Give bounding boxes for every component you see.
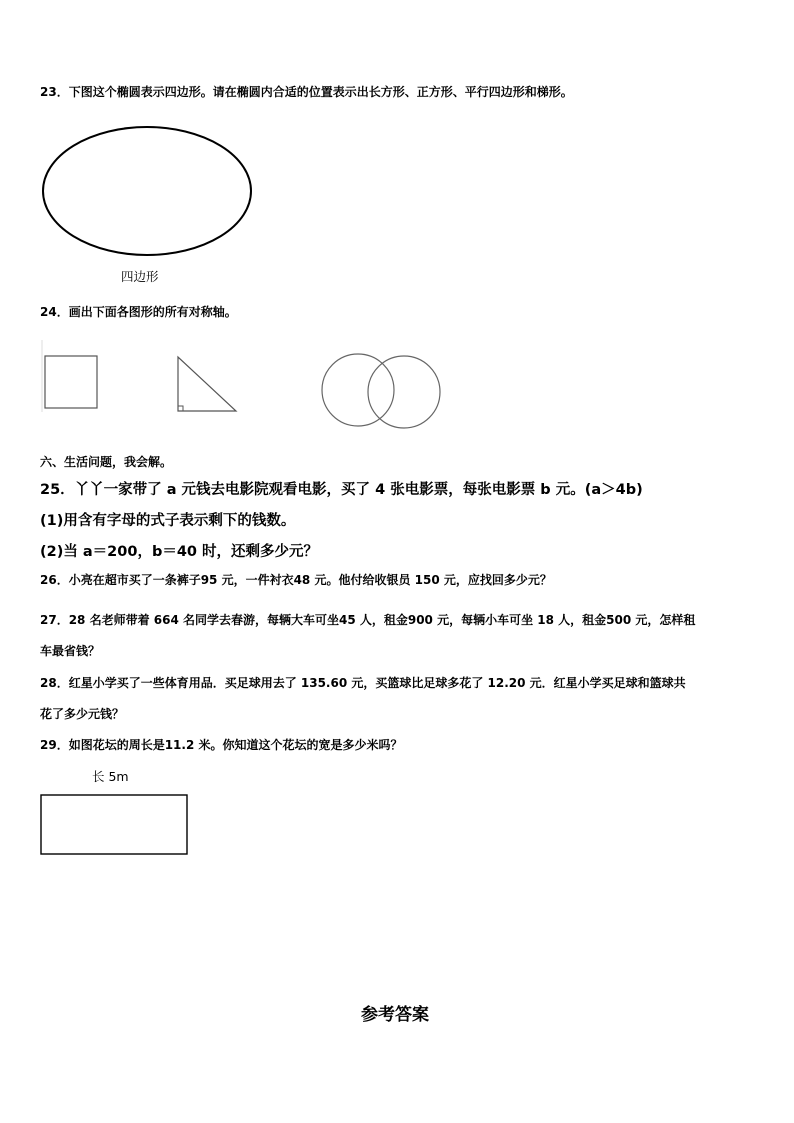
q28-line2: 花了多少元钱？ — [40, 707, 125, 721]
q23-text: 23．下图这个椭圆表示四边形。请在椭圆内合适的位置表示出长方形、正方形、平行四边形和梯形。 — [40, 85, 573, 99]
ellipse-label: 四边形 — [121, 269, 159, 284]
q26-text: 26．小亮在超市买了一条裤子95 元，一件衬衣48 元。他付给收银员 150 元，应找回多少元？ — [40, 573, 552, 587]
flowerbed-length-label: 长 5m — [92, 769, 129, 784]
q24-text: 24．画出下面各图形的所有对称轴。 — [40, 305, 237, 319]
answers-title: 参考答案 — [361, 1005, 429, 1025]
q25-line1: 25．丫丫一家带了 a 元钱去电影院观看电影，买了 4 张电影票，每张电影票 b 元。(a＞4b) — [40, 482, 643, 498]
q29-text: 29．如图花坛的周长是11.2 米。你知道这个花坛的宽是多少米吗？ — [40, 738, 403, 752]
q28-line1: 28．红星小学买了一些体育用品．买足球用去了 135.60 元，买篮球比足球多花了 12.20 元．红星小学买足球和篮球共 — [40, 676, 686, 690]
q25-sub1: (1)用含有字母的式子表示剩下的钱数。 — [40, 513, 296, 529]
q27-line2: 车最省钱？ — [40, 644, 101, 658]
section6-heading: 六、生活问题，我会解。 — [40, 455, 173, 469]
q27-line1: 27．28 名老师带着 664 名同学去春游，每辆大车可坐45 人，租金900 元，每辆小车可坐 18 人，租金500 元，怎样租 — [40, 613, 696, 627]
q25-sub2: (2)当 a＝200，b＝40 时，还剩多少元？ — [40, 544, 319, 560]
